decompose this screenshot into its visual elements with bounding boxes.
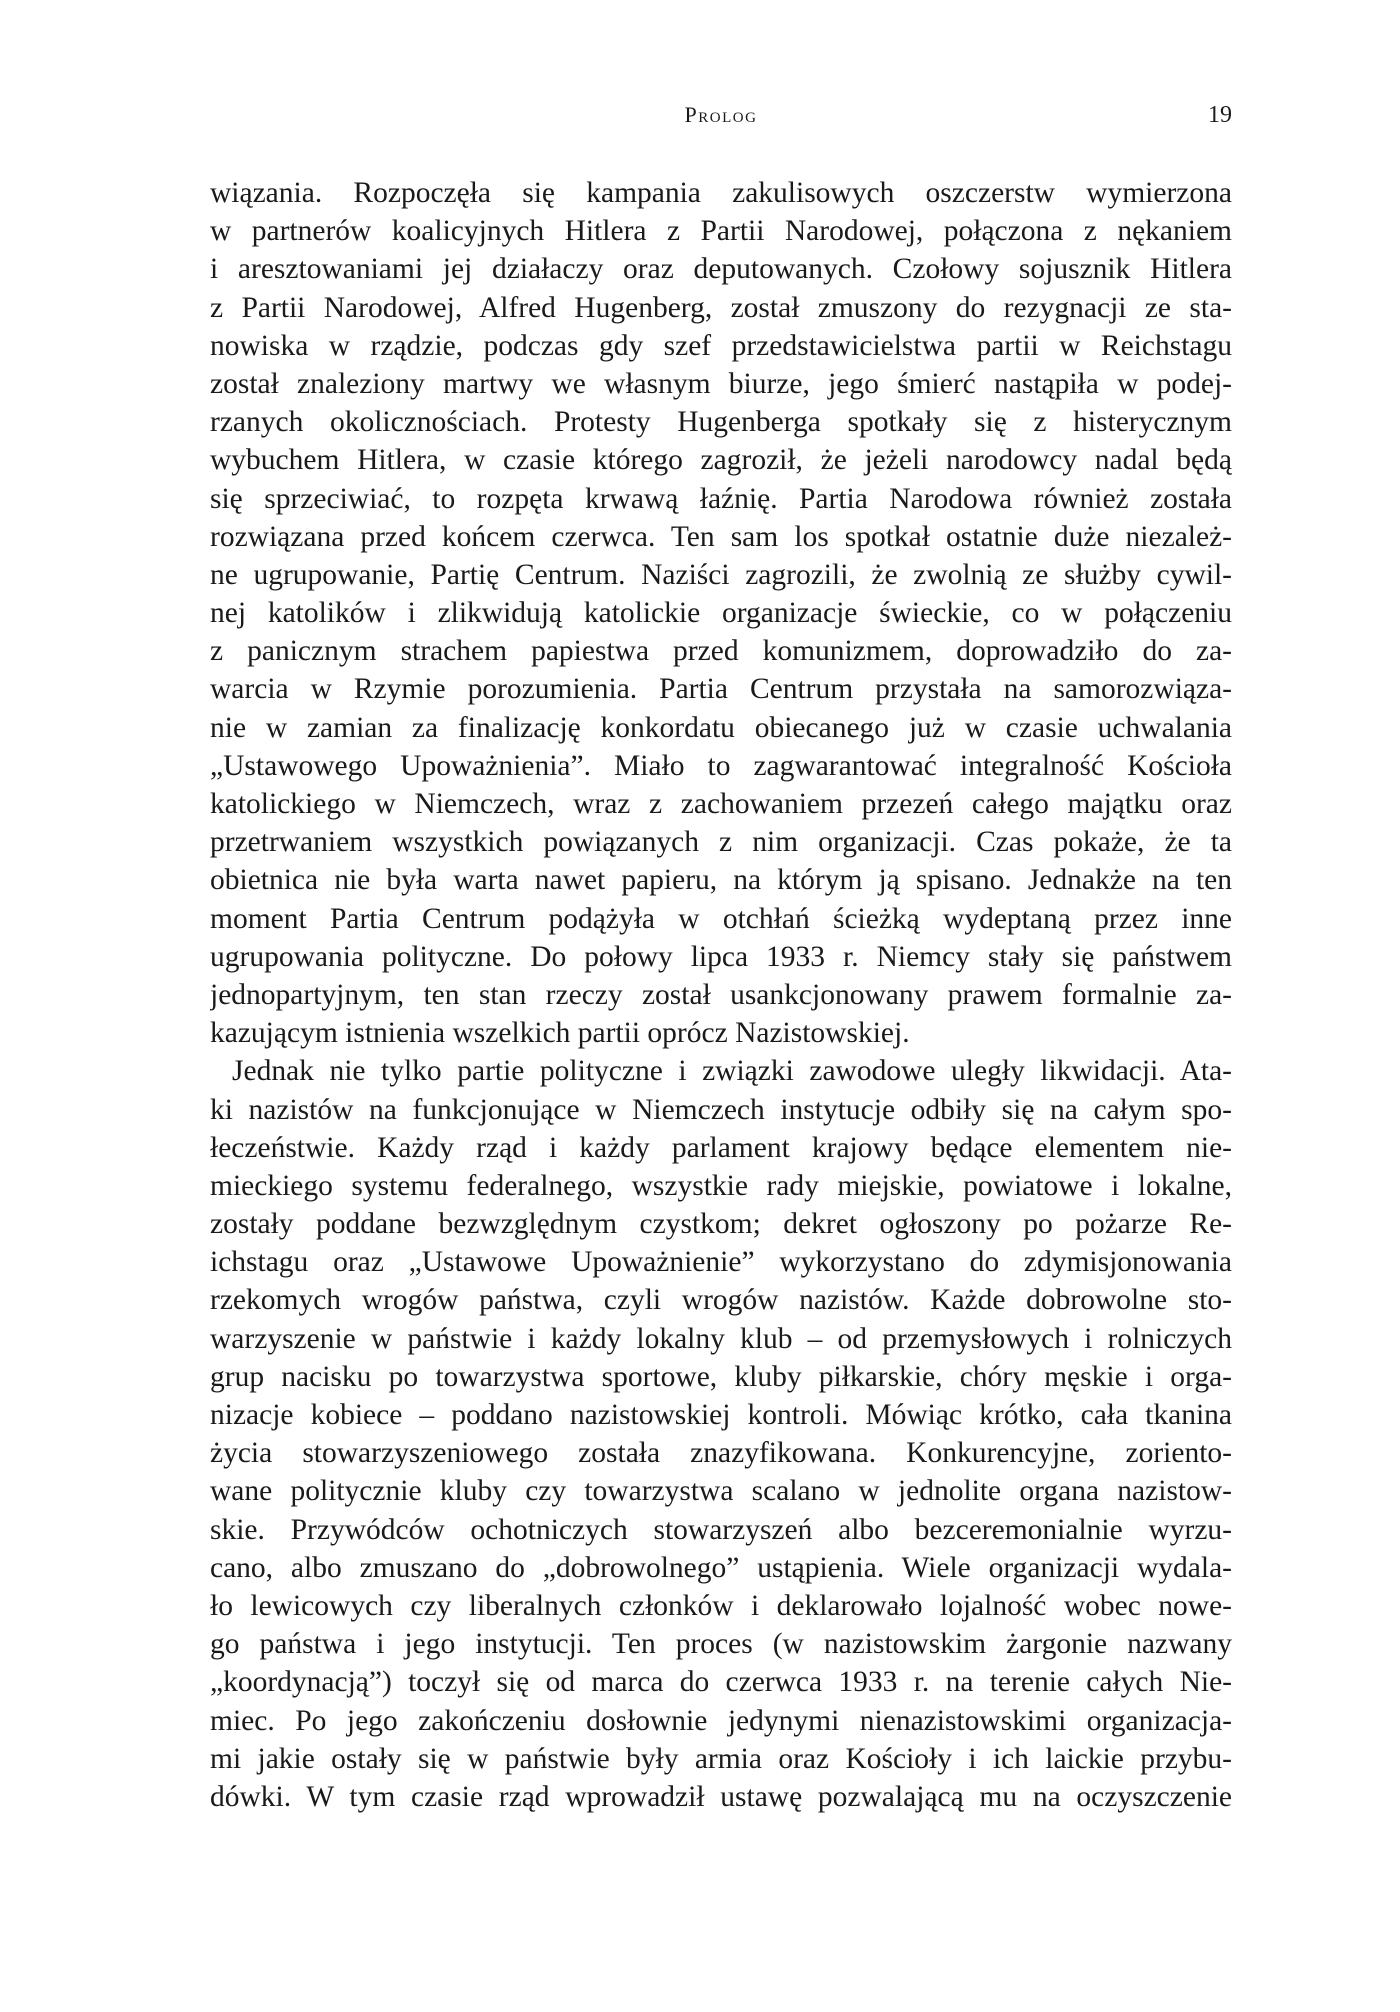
text-line: z Partii Narodowej, Alfred Hugenberg, został zmuszony do rezygnacji ze sta- <box>210 291 1232 324</box>
text-line: cano, albo zmuszano do „dobrowolnego” ustąpienia. Wiele organizacji wydala- <box>210 1551 1232 1584</box>
text-line: rzekomych wrogów państwa, czyli wrogów nazistów. Każde dobrowolne sto- <box>210 1284 1232 1317</box>
text-line: go państwa i jego instytucji. Ten proces (w nazistowskim żargonie nazwany <box>210 1628 1232 1661</box>
page-number: 19 <box>1208 102 1232 128</box>
text-line: życia stowarzyszeniowego została znazyfikowana. Konkurencyjne, zoriento- <box>210 1437 1232 1470</box>
text-line: warzyszenie w państwie i każdy lokalny klub – od przemysłowych i rolniczych <box>210 1322 1232 1355</box>
text-line: Jednak nie tylko partie polityczne i związki zawodowe uległy likwidacji. Ata- <box>232 1055 1232 1088</box>
text-line: mi jakie ostały się w państwie były armia oraz Kościoły i ich laickie przybu- <box>210 1742 1232 1775</box>
text-line: wybuchem Hitlera, w czasie którego zagroził, że jeżeli narodowcy nadal będą <box>210 444 1232 477</box>
text-line: jednopartyjnym, ten stan rzeczy został usankcjonowany prawem formalnie za- <box>210 978 1232 1011</box>
text-line: kazującym istnienia wszelkich partii oprócz Nazistowskiej. <box>210 1017 910 1050</box>
text-line: rzanych okolicznościach. Protesty Hugenberga spotkały się z histerycznym <box>210 406 1232 439</box>
paragraph <box>210 174 1232 1052</box>
body-text <box>210 174 1232 1816</box>
text-line: dówki. W tym czasie rząd wprowadził ustawę pozwalającą mu na oczyszczenie <box>210 1780 1232 1813</box>
text-line: zostały poddane bezwzględnym czystkom; dekret ogłoszony po pożarze Re- <box>210 1208 1232 1241</box>
text-line: nowiska w rządzie, podczas gdy szef przedstawicielstwa partii w Reichstagu <box>210 329 1232 362</box>
text-line: ki nazistów na funkcjonujące w Niemczech instytucje odbiły się na całym spo- <box>210 1093 1232 1126</box>
text-line: obietnica nie była warta nawet papieru, na którym ją spisano. Jednakże na ten <box>210 864 1232 897</box>
text-line: warcia w Rzymie porozumienia. Partia Centrum przystała na samorozwiąza- <box>210 673 1232 706</box>
text-line: miec. Po jego zakończeniu dosłownie jedynymi nienazistowskimi organizacja- <box>210 1704 1232 1737</box>
text-line: w partnerów koalicyjnych Hitlera z Partii Narodowej, połączona z nękaniem <box>210 215 1232 248</box>
text-line: ichstagu oraz „Ustawowe Upoważnienie” wykorzystano do zdymisjonowania <box>210 1246 1232 1279</box>
text-line: się sprzeciwiać, to rozpęta krwawą łaźnię. Partia Narodowa również została <box>210 482 1232 515</box>
text-line: ne ugrupowanie, Partię Centrum. Naziści zagrozili, że zwolnią ze służby cywil- <box>210 558 1232 591</box>
text-line: nie w zamian za finalizację konkordatu obiecanego już w czasie uchwalania <box>210 711 1232 744</box>
text-line: „koordynacją”) toczył się od marca do czerwca 1933 r. na terenie całych Nie- <box>210 1666 1232 1699</box>
text-line: mieckiego systemu federalnego, wszystkie rady miejskie, powiatowe i lokalne, <box>210 1169 1232 1202</box>
text-line: katolickiego w Niemczech, wraz z zachowaniem przezeń całego majątku oraz <box>210 788 1232 820</box>
text-line: ugrupowania polityczne. Do połowy lipca 1933 r. Niemcy stały się państwem <box>210 940 1232 973</box>
text-line: grup nacisku po towarzystwa sportowe, kluby piłkarskie, chóry męskie i orga- <box>210 1360 1232 1393</box>
text-line: przetrwaniem wszystkich powiązanych z nim organizacji. Czas pokaże, że ta <box>210 826 1232 859</box>
running-title: Prolog <box>684 102 758 127</box>
text-line: łeczeństwie. Każdy rząd i każdy parlament krajowy będące elementem nie- <box>210 1131 1232 1164</box>
running-head <box>0 102 1400 132</box>
paragraph <box>210 1052 1232 1816</box>
text-line: i aresztowaniami jej działaczy oraz deputowanych. Czołowy sojusznik Hitlera <box>210 253 1232 286</box>
text-line: został znaleziony martwy we własnym biurze, jego śmierć nastąpiła w podej- <box>210 367 1232 400</box>
text-line: rozwiązana przed końcem czerwca. Ten sam los spotkał ostatnie duże niezależ- <box>210 520 1232 553</box>
text-line: nizacje kobiece – poddano nazistowskiej kontroli. Mówiąc krótko, cała tkanina <box>210 1399 1232 1431</box>
text-line: ło lewicowych czy liberalnych członków i deklarowało lojalność wobec nowe- <box>210 1589 1232 1622</box>
text-line: skie. Przywódców ochotniczych stowarzyszeń albo bezceremonialnie wyrzu- <box>210 1513 1232 1546</box>
text-line: wane politycznie kluby czy towarzystwa scalano w jednolite organa nazistow- <box>210 1475 1232 1508</box>
text-line: wiązania. Rozpoczęła się kampania zakulisowych oszczerstw wymierzona <box>210 177 1232 209</box>
text-line: nej katolików i zlikwidują katolickie organizacje świeckie, co w połączeniu <box>210 597 1232 630</box>
text-line: moment Partia Centrum podążyła w otchłań ścieżką wydeptaną przez inne <box>210 902 1232 935</box>
text-line: „Ustawowego Upoważnienia”. Miało to zagwarantować integralność Kościoła <box>210 749 1232 782</box>
text-line: z panicznym strachem papiestwa przed komunizmem, doprowadziło do za- <box>210 635 1232 668</box>
